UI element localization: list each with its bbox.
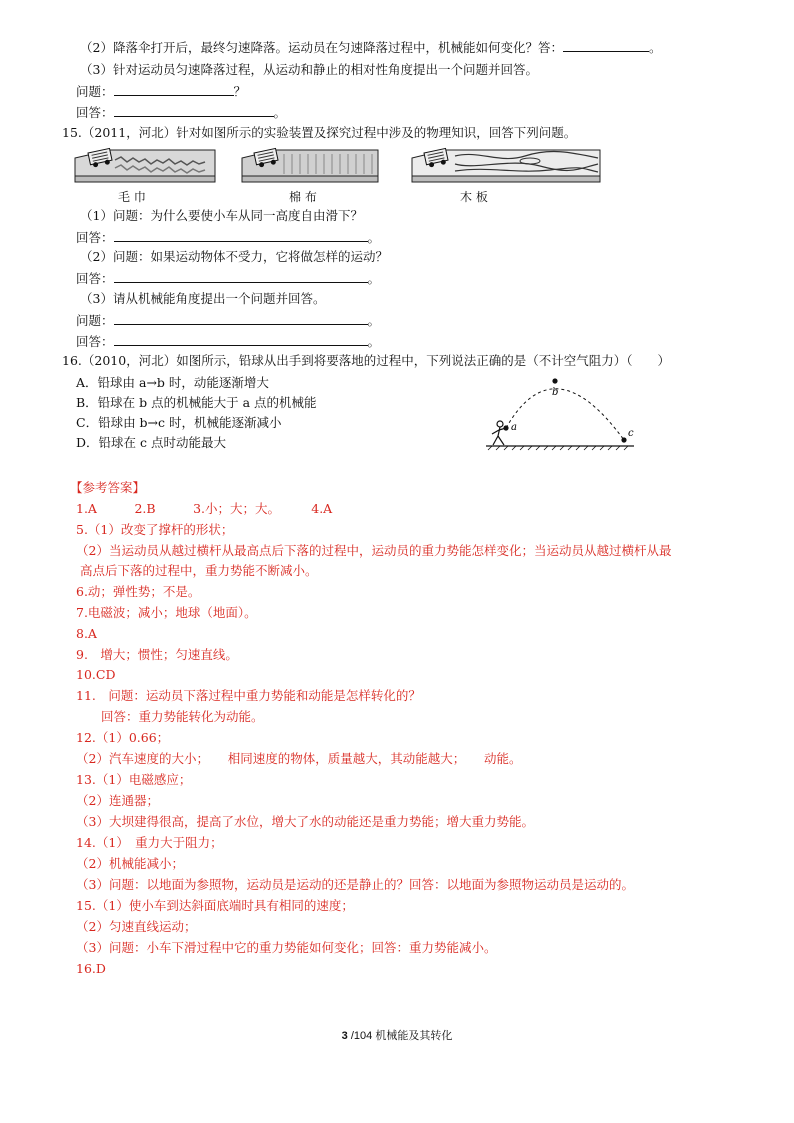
q15-question3-blank[interactable] (114, 311, 368, 325)
answer-line: 8.A (76, 626, 97, 641)
thrower-figure (492, 421, 506, 445)
trajectory-path (506, 389, 624, 440)
q15-answer1-blank[interactable] (114, 228, 368, 242)
answer-line: 16.D (76, 961, 106, 976)
answer-line: 1.A 2.B 3.小；大；大。 4.A (76, 501, 333, 516)
q15-part2: （2）问题：如果运动物体不受力，它将做怎样的运动？ (80, 249, 388, 264)
answer-line: 15.（1）使小车到达斜面底端时具有相同的速度； (76, 898, 354, 913)
q16-option-a[interactable]: A．铅球由 a→b 时，动能逐渐增大 (76, 375, 269, 390)
incline-towel (75, 148, 215, 182)
q14-question-blank[interactable] (114, 82, 234, 96)
q15-figure (70, 146, 605, 204)
q14-part3: （3）针对运动员匀速降落过程，从运动和静止的相对性角度提出一个问题并回答。 (80, 62, 538, 77)
q15-part3: （3）请从机械能角度提出一个问题并回答。 (80, 291, 326, 306)
q14-answer-line: 回答： 。 (76, 105, 287, 120)
answer-line: （2）机械能减小； (76, 856, 184, 871)
page-footer (0, 1027, 794, 1043)
point-b-marker (552, 378, 557, 383)
answer-line: 7.电磁波；减小；地球（地面）。 (76, 605, 257, 620)
answer-line: 11. 问题：运动员下落过程中重力势能和动能是怎样转化的？ (76, 688, 421, 703)
incline-board (412, 148, 600, 182)
q16-option-c[interactable]: C．铅球由 b→c 时，机械能逐渐减小 (76, 415, 282, 430)
point-c-marker (621, 437, 626, 442)
answer-line: 回答：重力势能转化为动能。 (76, 709, 264, 724)
point-b-label: b (552, 387, 559, 398)
q15-answer1-line: 回答： 。 (76, 230, 381, 245)
q15-question3-line: 问题： 。 (76, 313, 381, 328)
surface-label-cotton: 棉 布 (289, 190, 317, 204)
answer-line: （2）连通器； (76, 793, 159, 808)
q14-answer-blank[interactable] (563, 38, 649, 52)
answer-line: （3）问题：小车下滑过程中它的重力势能如何变化；回答：重力势能减小。 (76, 940, 497, 955)
surface-label-board: 木 板 (460, 190, 488, 204)
answer-line: 5.（1）改变了撑杆的形状； (76, 522, 234, 537)
q15-stem: 15.（2011，河北）针对如图所示的实验装置及探究过程中涉及的物理知识，回答下列问题。 (62, 125, 577, 140)
answer-line: 13.（1）电磁感应； (76, 772, 192, 787)
q16-option-d[interactable]: D．铅球在 c 点时动能最大 (76, 435, 226, 450)
point-a-label: a (511, 422, 517, 433)
point-a-marker (503, 425, 508, 430)
q15-answer3-line: 回答： 。 (76, 334, 381, 349)
point-c-label: c (628, 428, 634, 439)
incline-cotton (242, 148, 378, 182)
q15-answer2-blank[interactable] (114, 269, 368, 283)
q14-answer2-blank[interactable] (114, 103, 274, 117)
answer-line: （3）大坝建得很高，提高了水位，增大了水的动能还是重力势能；增大重力势能。 (76, 814, 534, 829)
answer-line: 14.（1） 重力大于阻力； (76, 835, 223, 850)
answer-line: 12.（1）0.66； (76, 730, 170, 745)
answer-line: 6.动；弹性势；不是。 (76, 584, 201, 599)
answer-line: （3）问题：以地面为参照物，运动员是运动的还是静止的？回答：以地面为参照物运动员是运动的。 (76, 877, 634, 892)
answer-line: 10.CD (76, 667, 116, 682)
q16-option-b[interactable]: B．铅球在 b 点的机械能大于 a 点的机械能 (76, 395, 317, 410)
q14-question-line: 问题： ？ (76, 84, 247, 99)
answers-title: 【参考答案】 (70, 480, 146, 495)
q15-part1: （1）问题：为什么要使小车从同一高度自由滑下？ (80, 208, 363, 223)
answer-line: （2）匀速直线运动； (76, 919, 197, 934)
page-number: 3 (341, 1030, 348, 1042)
answer-line: （2）汽车速度的大小； 相同速度的物体，质量越大，其动能越大； 动能。 (76, 751, 522, 766)
q15-answer2-line: 回答： 。 (76, 271, 381, 286)
answer-line: 高点后下落的过程中，重力势能不断减小。 (80, 563, 318, 578)
q16-trajectory-figure (484, 372, 644, 454)
q15-answer3-blank[interactable] (114, 332, 368, 346)
answer-line: （2）当运动员从越过横杆从最高点后下落的过程中，运动员的重力势能怎样变化；当运动员从越过横杆从最 (76, 543, 672, 558)
page-total-title: /104 机械能及其转化 (347, 1030, 453, 1042)
q16-stem: 16.（2010，河北）如图所示，铅球从出手到将要落地的过程中，下列说法正确的是（不计空气阻力）（ ） (62, 353, 670, 368)
q14-part2: （2）降落伞打开后，最终匀速降落。运动员在匀速降落过程中，机械能如何变化？答： 。 (80, 40, 662, 55)
surface-label-towel: 毛 巾 (118, 190, 146, 204)
answer-line: 9. 增大；惯性；匀速直线。 (76, 647, 238, 662)
